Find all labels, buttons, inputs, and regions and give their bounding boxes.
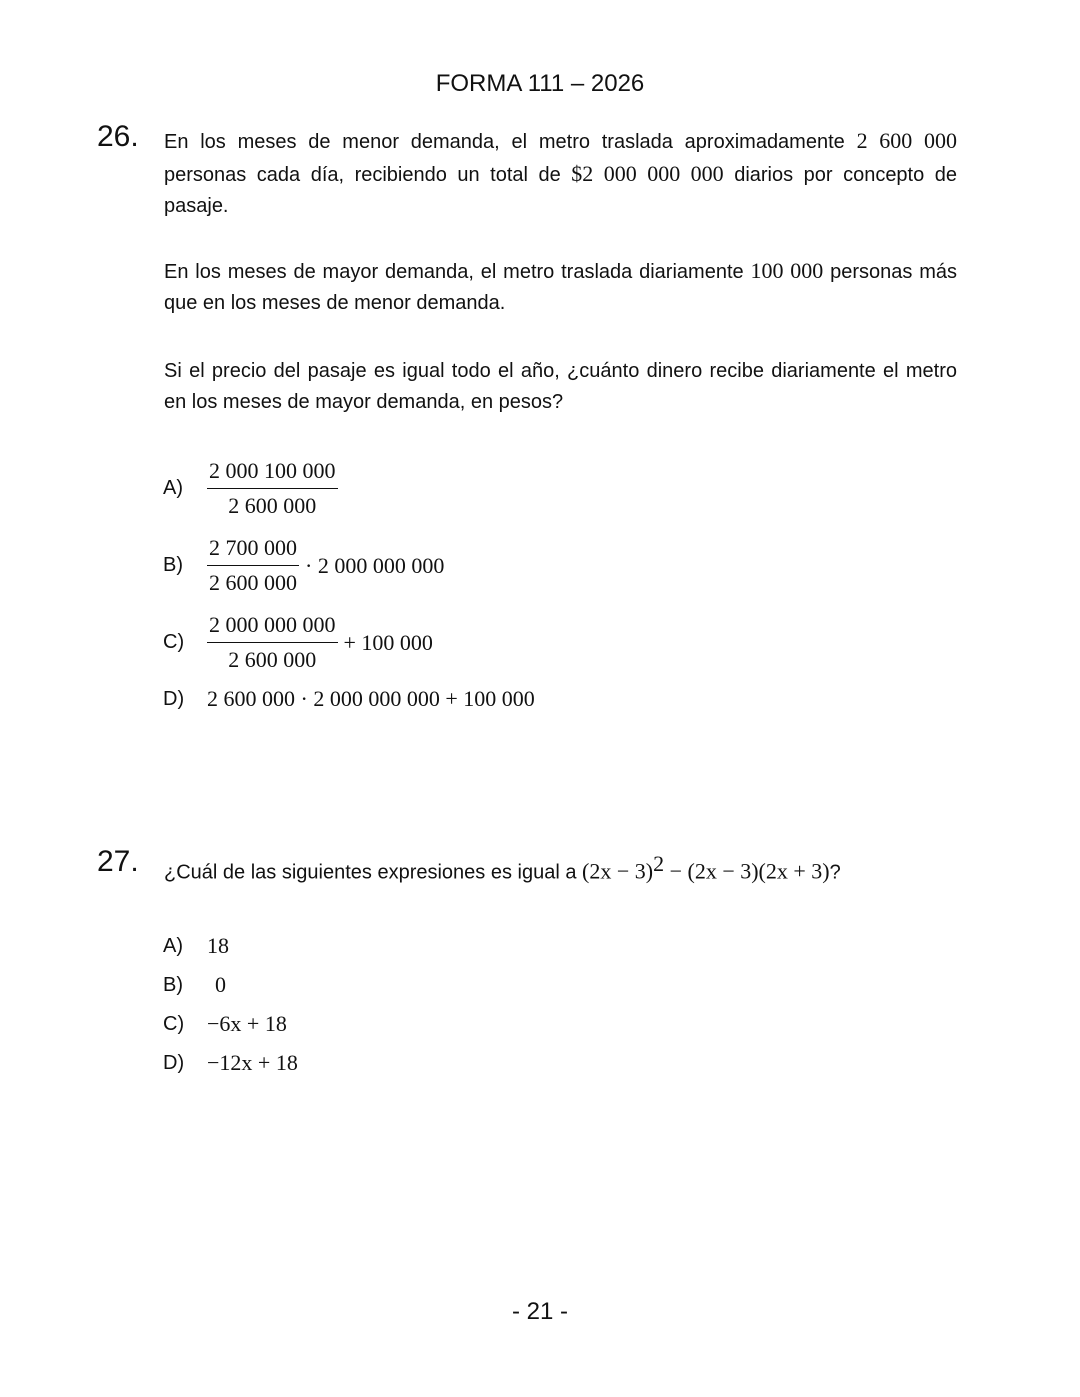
option-a[interactable] (163, 933, 229, 959)
expression-suffix: · 2 000 000 000 (305, 552, 445, 578)
expression-suffix: + 100 000 (343, 629, 433, 655)
numerator: 2 000 000 000 (207, 610, 338, 643)
page-number: - 21 - (511, 1298, 568, 1325)
fraction (207, 456, 338, 521)
denominator: 2 600 000 (209, 570, 297, 595)
question-paragraph (164, 125, 957, 222)
text: personas cada día, recibiendo un total de (164, 164, 572, 186)
option-label: B) (163, 554, 183, 576)
math-expression: (2x − 3) (582, 858, 654, 884)
question-paragraph: Si el precio del pasaje es igual todo el año, ¿cuánto dinero recibe diariamente el metro en los meses de mayor demanda, en pesos? (164, 360, 957, 413)
option-label: B) (163, 973, 183, 996)
question-prompt (164, 848, 984, 889)
math-expression: − (2x − 3)(2x + 3) (664, 858, 830, 884)
option-d[interactable] (163, 686, 535, 712)
option-a[interactable] (163, 456, 338, 521)
option-label: D) (163, 687, 185, 710)
option-label: A) (163, 477, 183, 499)
option-b[interactable] (163, 972, 226, 998)
question-paragraph (164, 255, 957, 319)
option-label: C) (163, 1012, 185, 1035)
exponent: 2 (653, 851, 665, 876)
question-number: 27. (97, 845, 139, 878)
option-d[interactable] (163, 1050, 298, 1076)
option-value: 18 (207, 933, 229, 958)
option-label: A) (163, 934, 183, 957)
denominator: 2 600 000 (228, 493, 317, 518)
option-b[interactable] (163, 533, 444, 598)
question-number: 26. (97, 120, 139, 153)
option-expression: 2 600 000 · 2 000 000 000 + 100 000 (207, 686, 535, 711)
option-label: C) (163, 631, 185, 653)
text: En los meses de menor demanda, el metro traslada aproximadamente (164, 131, 857, 153)
math-value: 100 000 (750, 258, 824, 283)
numerator: 2 000 100 000 (207, 456, 338, 489)
option-value: 0 (215, 972, 226, 997)
text: personas más que en los meses de menor demanda. (164, 261, 958, 314)
denominator: 2 600 000 (228, 647, 317, 672)
fraction (207, 610, 338, 675)
page-header: FORMA 111 – 2026 (435, 70, 645, 97)
option-label: D) (163, 1051, 185, 1074)
math-value: $2 000 000 000 (571, 161, 724, 186)
option-c[interactable] (163, 1011, 287, 1037)
option-value: −12x + 18 (207, 1050, 298, 1075)
option-value: −6x + 18 (207, 1011, 287, 1036)
text: diarios por concepto de pasaje. (164, 164, 958, 217)
text: ? (829, 861, 841, 884)
numerator: 2 700 000 (207, 533, 299, 566)
math-value: 2 600 000 (856, 128, 958, 153)
text: ¿Cuál de las siguientes expresiones es igual a (164, 861, 583, 884)
option-c[interactable] (163, 610, 433, 675)
fraction (207, 533, 299, 598)
text: En los meses de mayor demanda, el metro traslada diariamente (164, 261, 751, 283)
